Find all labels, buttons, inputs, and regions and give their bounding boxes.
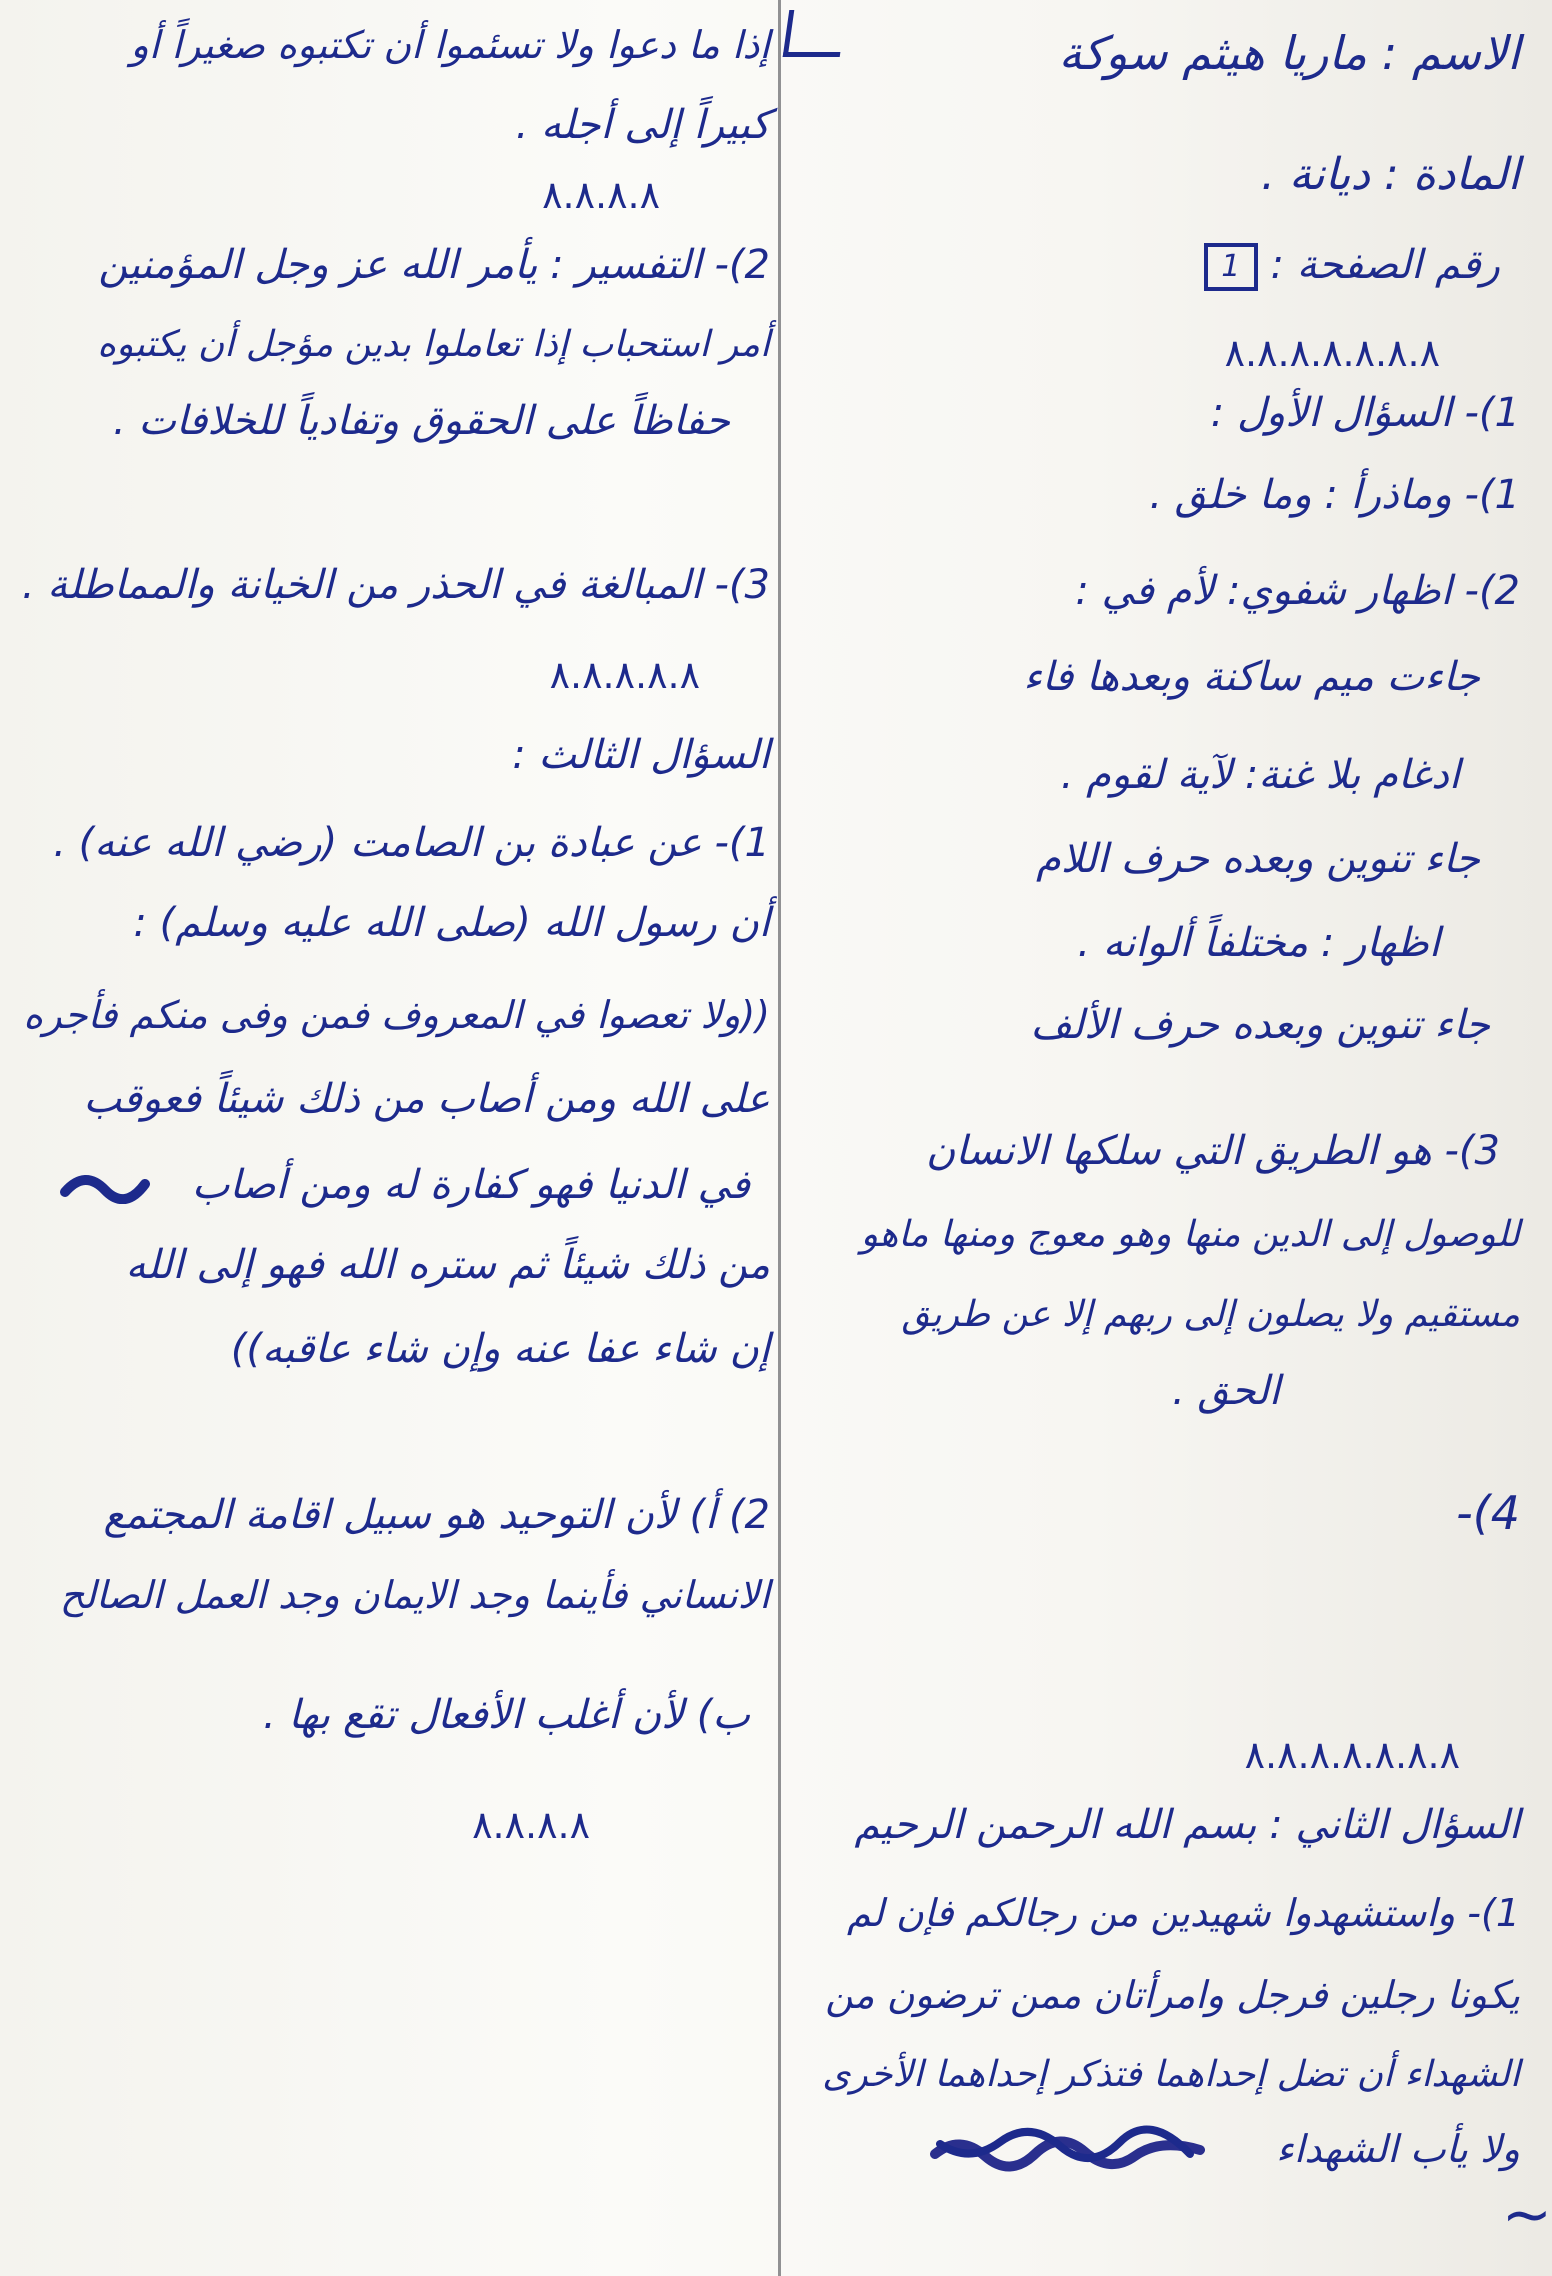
separator-line: ٨.٨.٨.٨	[542, 173, 660, 217]
page-number-line	[1196, 240, 1500, 291]
separator-line: ٨.٨.٨.٨.٨	[549, 653, 700, 697]
tafsir-line: حفاظاً على الحقوق وتفادياً للخلافات .	[112, 398, 730, 444]
q1-answer-2-head: 2)- اظهار شفوي: لأم في :	[1075, 568, 1520, 614]
subject-line: المادة : ديانة .	[1261, 149, 1520, 200]
q1-answer-3-line: مستقيم ولا يصلون إلى ربهم إلا عن طريق	[901, 1294, 1520, 1335]
q2-line: 1)- واستشهدوا شهيدين من رجالكم فإن لم	[846, 1891, 1520, 1935]
separator-line: ٨.٨.٨.٨.٨.٨.٨	[1224, 331, 1440, 375]
hadith-line: ((ولا تعصوا في المعروف فمن وفى منكم فأجره	[23, 993, 770, 1037]
q1-answer-2-line: جاء تنوين وبعده حرف اللام	[1036, 836, 1480, 882]
tafsir-line: 2)- التفسير : يأمر الله عز وجل المؤمنين	[98, 242, 770, 288]
crossed-out-scribble	[60, 1164, 150, 1204]
column-divider	[778, 0, 781, 2276]
footer-mark: ~	[1501, 2180, 1552, 2250]
q1-answer-3-line: 3)- هو الطريق التي سلكها الانسان	[926, 1128, 1500, 1174]
question-1-title: 1)- السؤال الأول :	[1210, 390, 1520, 436]
hadith-line: 1)- عن عبادة بن الصامت (رضي الله عنه) .	[53, 820, 770, 866]
q2-line: ولا يأب الشهداء	[1275, 2127, 1520, 2171]
separator-line: ٨.٨.٨.٨.٨.٨.٨	[1244, 1733, 1460, 1777]
tafsir-line: أمر استحباب إذا تعاملوا بدين مؤجل أن يكتبوه	[97, 324, 770, 365]
right-column	[800, 0, 1520, 2276]
answer-2a-line: 2) أ) لأن التوحيد هو سبيل اقامة المجتمع	[103, 1492, 770, 1538]
answer-2a-line: الانساني فأينما وجد الايمان وجد العمل الصالح	[59, 1573, 770, 1617]
q2-line: يكونا رجلين فرجل وامرأتان ممن ترضون من	[825, 1973, 1520, 2017]
q1-answer-4: 4)-	[1456, 1486, 1520, 1540]
continued-line: إذا ما دعوا ولا تسئموا أن تكتبوه صغيراً أو	[130, 23, 770, 67]
q1-answer-2-line: ادغام بلا غنة: لآية لقوم .	[1060, 752, 1460, 798]
q1-answer-3-line: للوصول إلى الدين منها وهو معوج ومنها ماهو	[860, 1214, 1520, 1255]
q1-answer-2-line: جاءت ميم ساكنة وبعدها فاء	[1023, 654, 1480, 700]
hadith-line: في الدنيا فهو كفارة له ومن أصاب	[191, 1162, 750, 1208]
hadith-line: على الله ومن أصاب من ذلك شيئاً فعوقب	[83, 1076, 770, 1122]
q1-answer-3-line: الحق .	[1172, 1368, 1280, 1414]
question-3-title: السؤال الثالث :	[512, 732, 770, 778]
hadith-line: أن رسول الله (صلى الله عليه وسلم) :	[133, 900, 770, 946]
q1-answer-2-line: اظهار : مختلفاً ألوانه .	[1077, 920, 1440, 966]
q1-answer-1: 1)- وماذرأ : وما خلق .	[1149, 472, 1520, 518]
left-column	[21, 0, 770, 2276]
point-3: 3)- المبالغة في الحذر من الخيانة والمماطلة .	[21, 562, 770, 608]
separator-line: ٨.٨.٨.٨	[472, 1803, 590, 1847]
answer-2b-line: ب) لأن أغلب الأفعال تقع بها .	[262, 1692, 750, 1738]
crossed-out-scribble	[930, 2124, 1210, 2174]
continued-line: كبيراً إلى أجله .	[515, 102, 770, 148]
student-name: الاسم : ماريا هيثم سوكة	[1058, 26, 1520, 80]
q1-answer-2-line: جاء تنوين وبعده حرف الألف	[1030, 1002, 1490, 1048]
hadith-line: من ذلك شيئاً ثم ستره الله فهو إلى الله	[125, 1242, 770, 1288]
question-2-title: السؤال الثاني : بسم الله الرحمن الرحيم	[854, 1802, 1520, 1848]
page-number-label: رقم الصفحة :	[1270, 242, 1500, 288]
hadith-line: إن شاء عفا عنه وإن شاء عاقبه))	[230, 1326, 770, 1372]
page-number-box	[1204, 243, 1258, 291]
page-number-value: 1	[1221, 249, 1241, 284]
q2-line: الشهداء أن تضل إحداهما فتذكر إحداهما الأخرى	[822, 2054, 1520, 2095]
